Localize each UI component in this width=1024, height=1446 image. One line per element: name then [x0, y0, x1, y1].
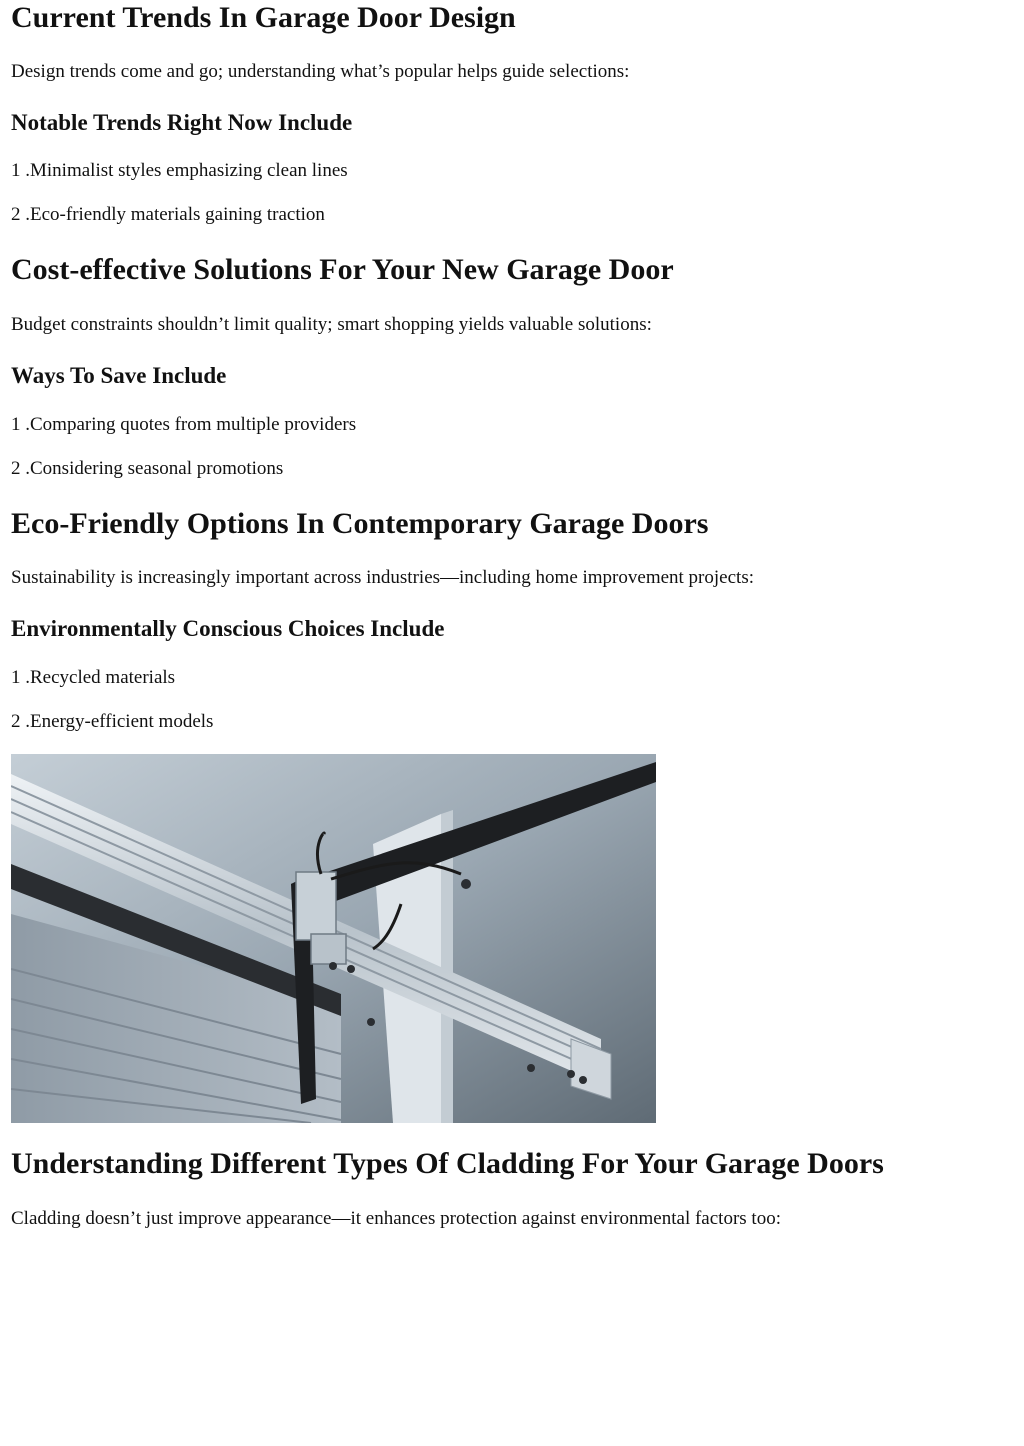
section-heading-eco: Eco-Friendly Options In Contemporary Garage Doors — [11, 507, 709, 540]
subheading-ways-to-save: Ways To Save Include — [11, 363, 227, 388]
section-heading-cladding: Understanding Different Types Of Cladding For Your Garage Doors — [11, 1147, 884, 1180]
subheading-eco-choices: Environmentally Conscious Choices Include — [11, 616, 445, 641]
section-intro-eco: Sustainability is increasingly important across industries—including home improvement projects: — [11, 567, 754, 588]
section-heading-trends: Current Trends In Garage Door Design — [11, 1, 516, 34]
list-item: 2 .Considering seasonal promotions — [11, 458, 284, 479]
section-intro-trends: Design trends come and go; understanding what’s popular helps guide selections: — [11, 61, 630, 82]
list-item: 2 .Energy-efficient models — [11, 711, 214, 732]
list-item: 1 .Comparing quotes from multiple providers — [11, 414, 357, 435]
section-intro-cladding: Cladding doesn’t just improve appearance—it enhances protection against environmental factors too: — [11, 1208, 781, 1229]
subheading-notable-trends: Notable Trends Right Now Include — [11, 110, 353, 135]
section-heading-cost: Cost-effective Solutions For Your New Garage Door — [11, 253, 674, 286]
garage-door-opener-photo — [11, 754, 656, 1123]
list-item: 2 .Eco-friendly materials gaining traction — [11, 204, 325, 225]
list-item: 1 .Recycled materials — [11, 667, 176, 688]
section-intro-cost: Budget constraints shouldn’t limit quality; smart shopping yields valuable solutions: — [11, 314, 652, 335]
list-item: 1 .Minimalist styles emphasizing clean lines — [11, 160, 348, 181]
